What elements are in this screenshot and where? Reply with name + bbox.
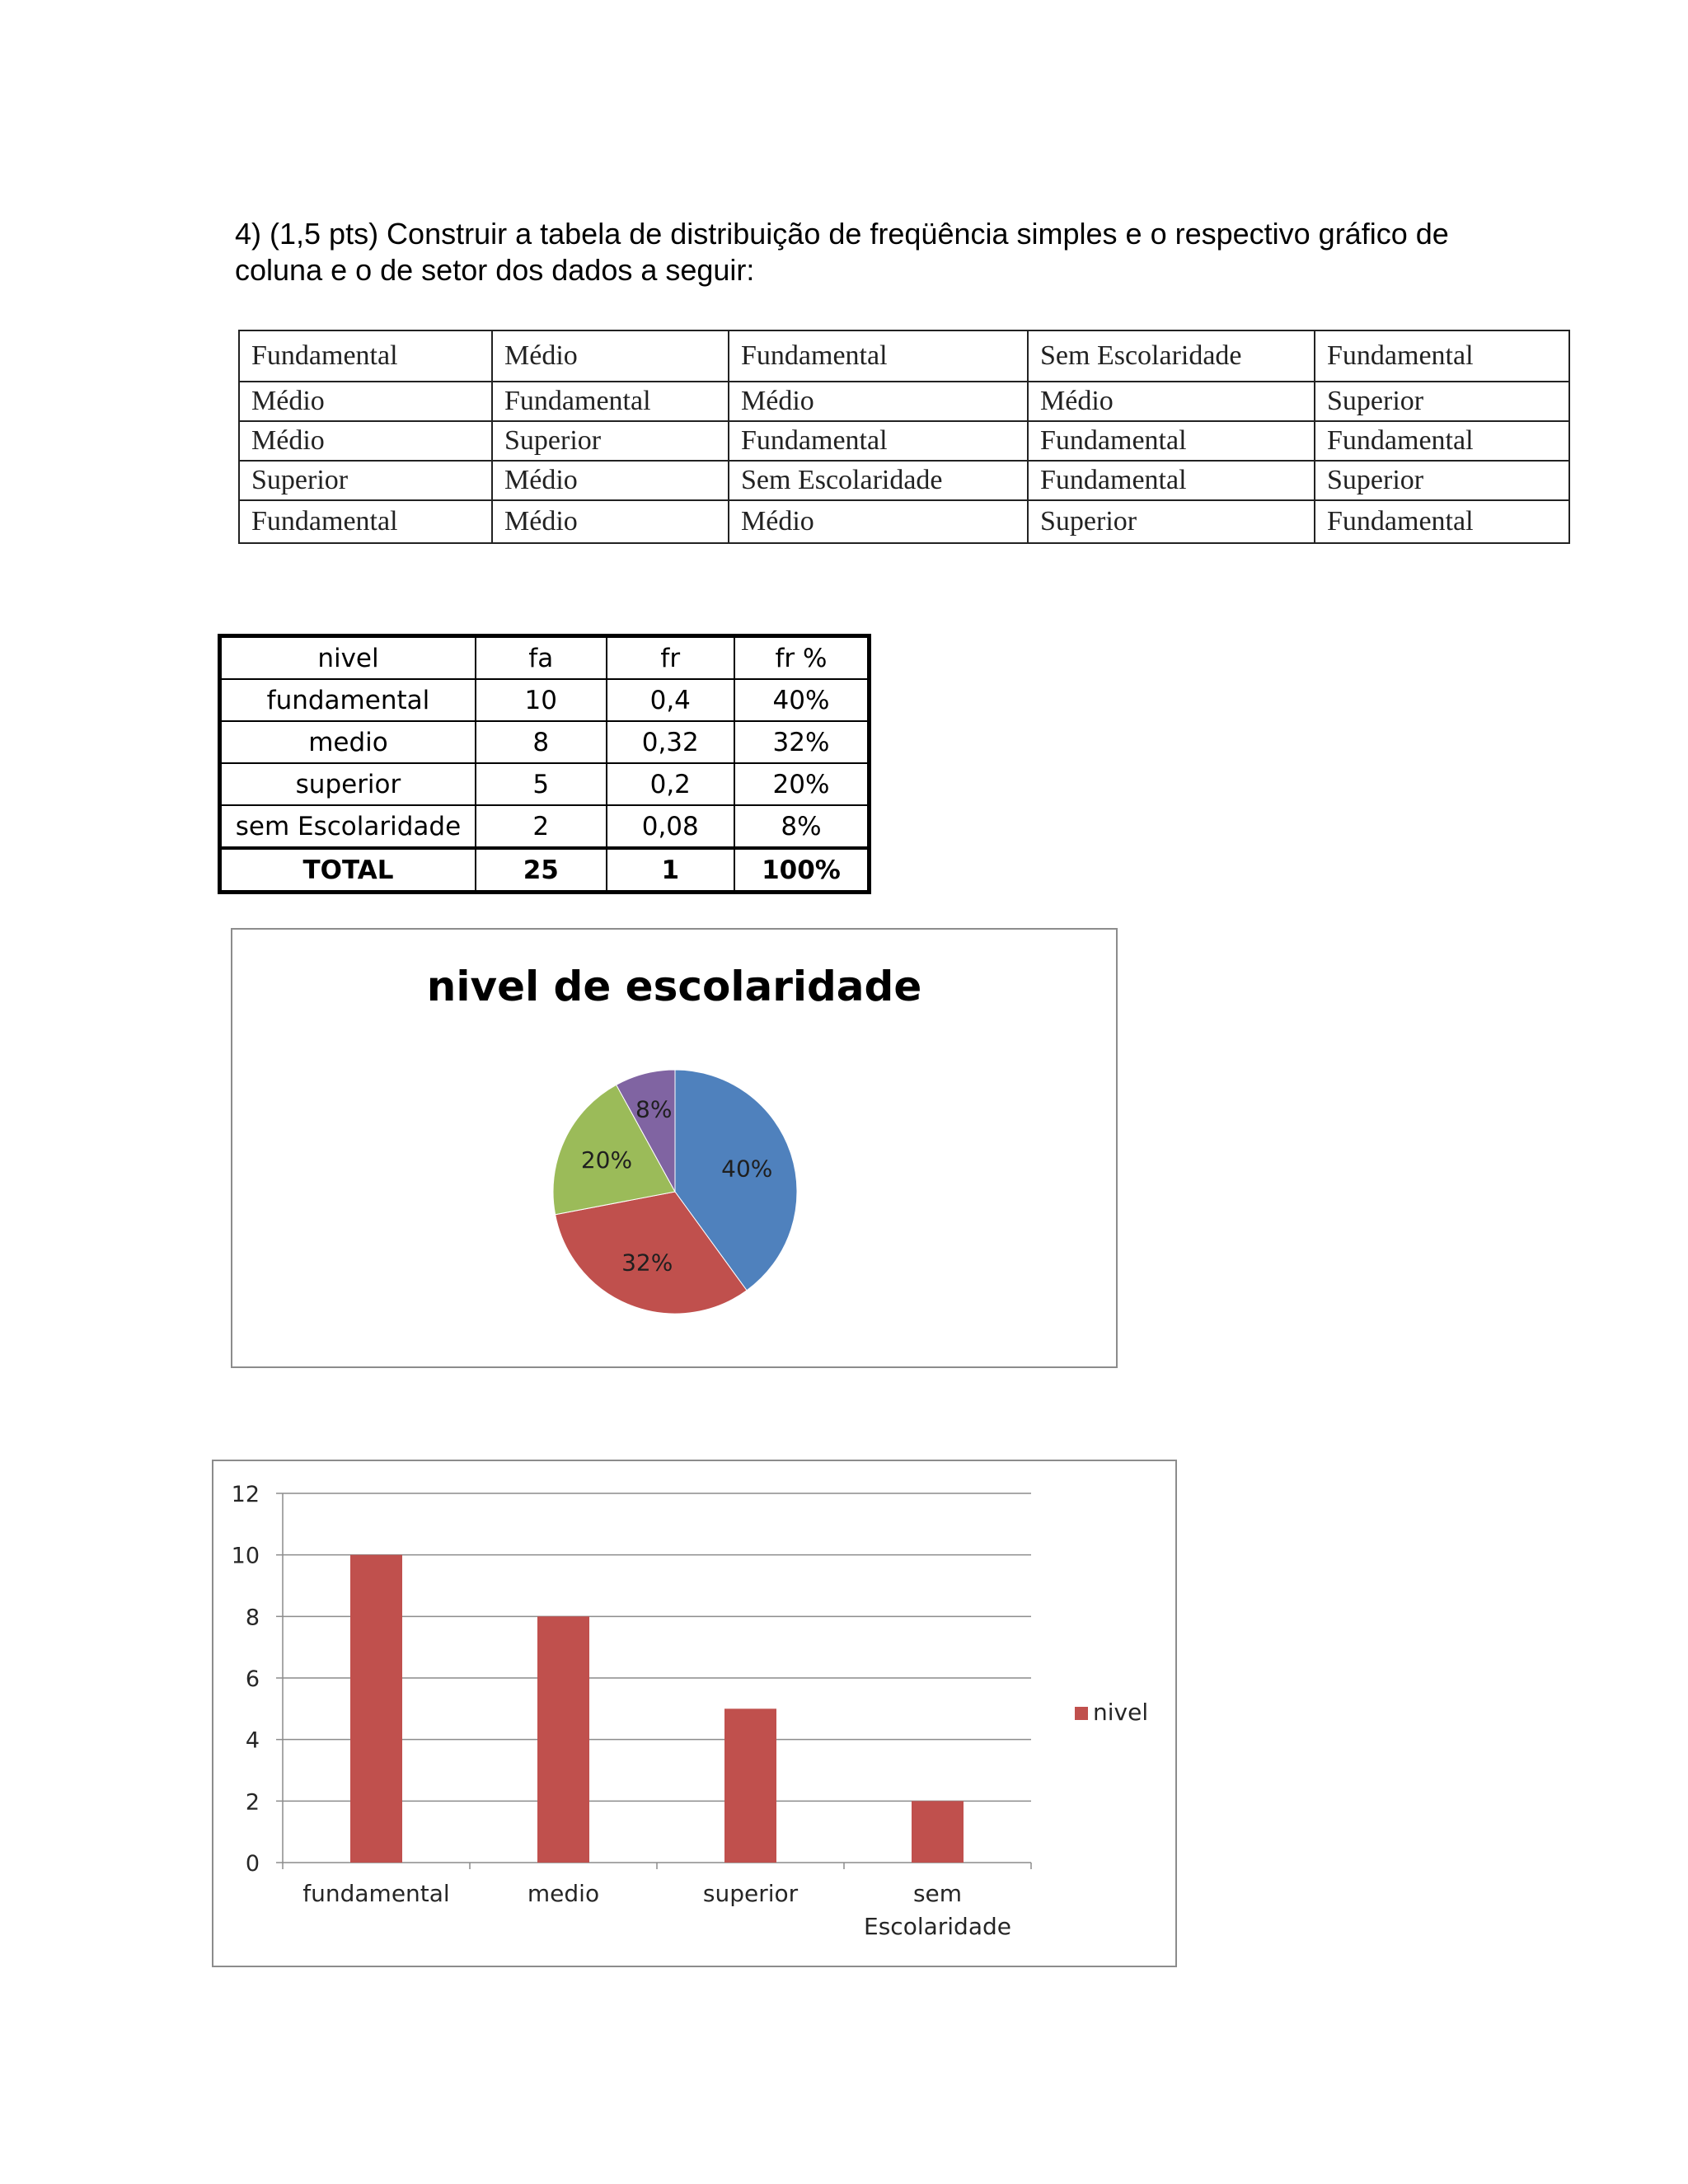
raw-data-cell: Fundamental <box>1028 421 1315 461</box>
bar-sem-escolaridade <box>912 1801 964 1863</box>
raw-data-cell: Médio <box>239 382 492 421</box>
freq-row-cell: 0,32 <box>607 721 734 763</box>
y-tick-label: 0 <box>245 1851 260 1877</box>
freq-total-row-cell: 25 <box>476 848 607 891</box>
bar-medio <box>537 1616 589 1863</box>
raw-data-cell: Superior <box>1315 382 1569 421</box>
freq-row <box>221 805 868 848</box>
freq-row-cell: 32% <box>734 721 868 763</box>
raw-data-cell: Médio <box>729 382 1028 421</box>
question-text: 4) (1,5 pts) Construir a tabela de distribuição de freqüência simples e o respectivo gráfico de coluna e o de setor dos dados a seguir: <box>235 217 1449 287</box>
raw-data-cell: Médio <box>729 500 1028 543</box>
raw-data-cell: Fundamental <box>1315 421 1569 461</box>
raw-data-cell: Médio <box>1028 382 1315 421</box>
freq-header-row-cell: fr <box>607 637 734 679</box>
legend-swatch <box>1075 1707 1088 1720</box>
raw-data-cell: Médio <box>492 330 729 382</box>
raw-data-cell: Superior <box>1028 500 1315 543</box>
raw-data-cell: Fundamental <box>492 382 729 421</box>
x-tick-label: Escolaridade <box>864 1913 1011 1940</box>
pie-data-label: 20% <box>580 1146 633 1174</box>
freq-row-cell: 2 <box>476 805 607 848</box>
bar-fundamental <box>350 1555 402 1863</box>
y-tick-label: 12 <box>231 1482 260 1507</box>
freq-row <box>221 763 868 805</box>
y-tick-label: 10 <box>231 1543 260 1569</box>
y-tick-label: 2 <box>245 1789 260 1816</box>
raw-data-cell: Superior <box>1315 461 1569 500</box>
x-tick-label: fundamental <box>302 1880 450 1907</box>
y-tick-label: 8 <box>245 1605 260 1631</box>
pie-chart <box>231 928 1118 1368</box>
freq-row-cell: 20% <box>734 763 868 805</box>
freq-total-row-cell: 100% <box>734 848 868 891</box>
pie-data-label: 32% <box>621 1249 673 1277</box>
freq-header-row-cell: nivel <box>221 637 476 679</box>
raw-data-cell: Fundamental <box>239 330 492 382</box>
freq-row-cell: 0,08 <box>607 805 734 848</box>
y-tick-label: 4 <box>245 1727 260 1754</box>
freq-header-row-cell: fr % <box>734 637 868 679</box>
raw-data-row <box>239 330 1569 382</box>
freq-row-cell: fundamental <box>221 679 476 721</box>
freq-row-cell: 8% <box>734 805 868 848</box>
raw-data-cell: Fundamental <box>1315 500 1569 543</box>
freq-row <box>221 679 868 721</box>
pie-chart-plot <box>232 930 1116 1366</box>
x-tick-label: medio <box>527 1880 600 1907</box>
bar-superior <box>724 1708 776 1863</box>
freq-total-row <box>221 848 868 891</box>
raw-data-cell: Médio <box>492 461 729 500</box>
raw-data-cell: Fundamental <box>729 330 1028 382</box>
freq-row <box>221 721 868 763</box>
raw-data-cell: Médio <box>239 421 492 461</box>
raw-data-row <box>239 382 1569 421</box>
raw-data-cell: Fundamental <box>729 421 1028 461</box>
raw-data-cell: Médio <box>492 500 729 543</box>
y-tick-label: 6 <box>245 1666 260 1692</box>
column-chart <box>212 1460 1177 1967</box>
raw-data-cell: Sem Escolaridade <box>1028 330 1315 382</box>
pie-data-label: 8% <box>635 1095 673 1123</box>
freq-row-cell: 10 <box>476 679 607 721</box>
raw-data-cell: Superior <box>492 421 729 461</box>
freq-header-row-cell: fa <box>476 637 607 679</box>
freq-row-cell: superior <box>221 763 476 805</box>
column-chart-plot <box>213 1461 1175 1966</box>
frequency-table <box>220 636 869 892</box>
freq-row-cell: 0,2 <box>607 763 734 805</box>
raw-data-row <box>239 421 1569 461</box>
raw-data-cell: Fundamental <box>239 500 492 543</box>
raw-data-cell: Fundamental <box>1315 330 1569 382</box>
freq-row-cell: 5 <box>476 763 607 805</box>
freq-total-row-cell: 1 <box>607 848 734 891</box>
raw-data-cell: Superior <box>239 461 492 500</box>
freq-header-row <box>221 637 868 679</box>
pie-data-label: 40% <box>721 1155 773 1183</box>
raw-data-cell: Fundamental <box>1028 461 1315 500</box>
pie-chart-title: nivel de escolaridade <box>426 963 922 1010</box>
freq-row-cell: medio <box>221 721 476 763</box>
freq-row-cell: sem Escolaridade <box>221 805 476 848</box>
raw-data-row <box>239 500 1569 543</box>
raw-data-row <box>239 461 1569 500</box>
freq-row-cell: 8 <box>476 721 607 763</box>
freq-total-row-cell: TOTAL <box>221 848 476 891</box>
freq-row-cell: 40% <box>734 679 868 721</box>
freq-row-cell: 0,4 <box>607 679 734 721</box>
x-tick-label: sem <box>912 1880 963 1907</box>
raw-data-cell: Sem Escolaridade <box>729 461 1028 500</box>
raw-data-table <box>238 330 1570 544</box>
legend-label: nivel <box>1093 1699 1149 1726</box>
x-tick-label: superior <box>702 1880 799 1907</box>
